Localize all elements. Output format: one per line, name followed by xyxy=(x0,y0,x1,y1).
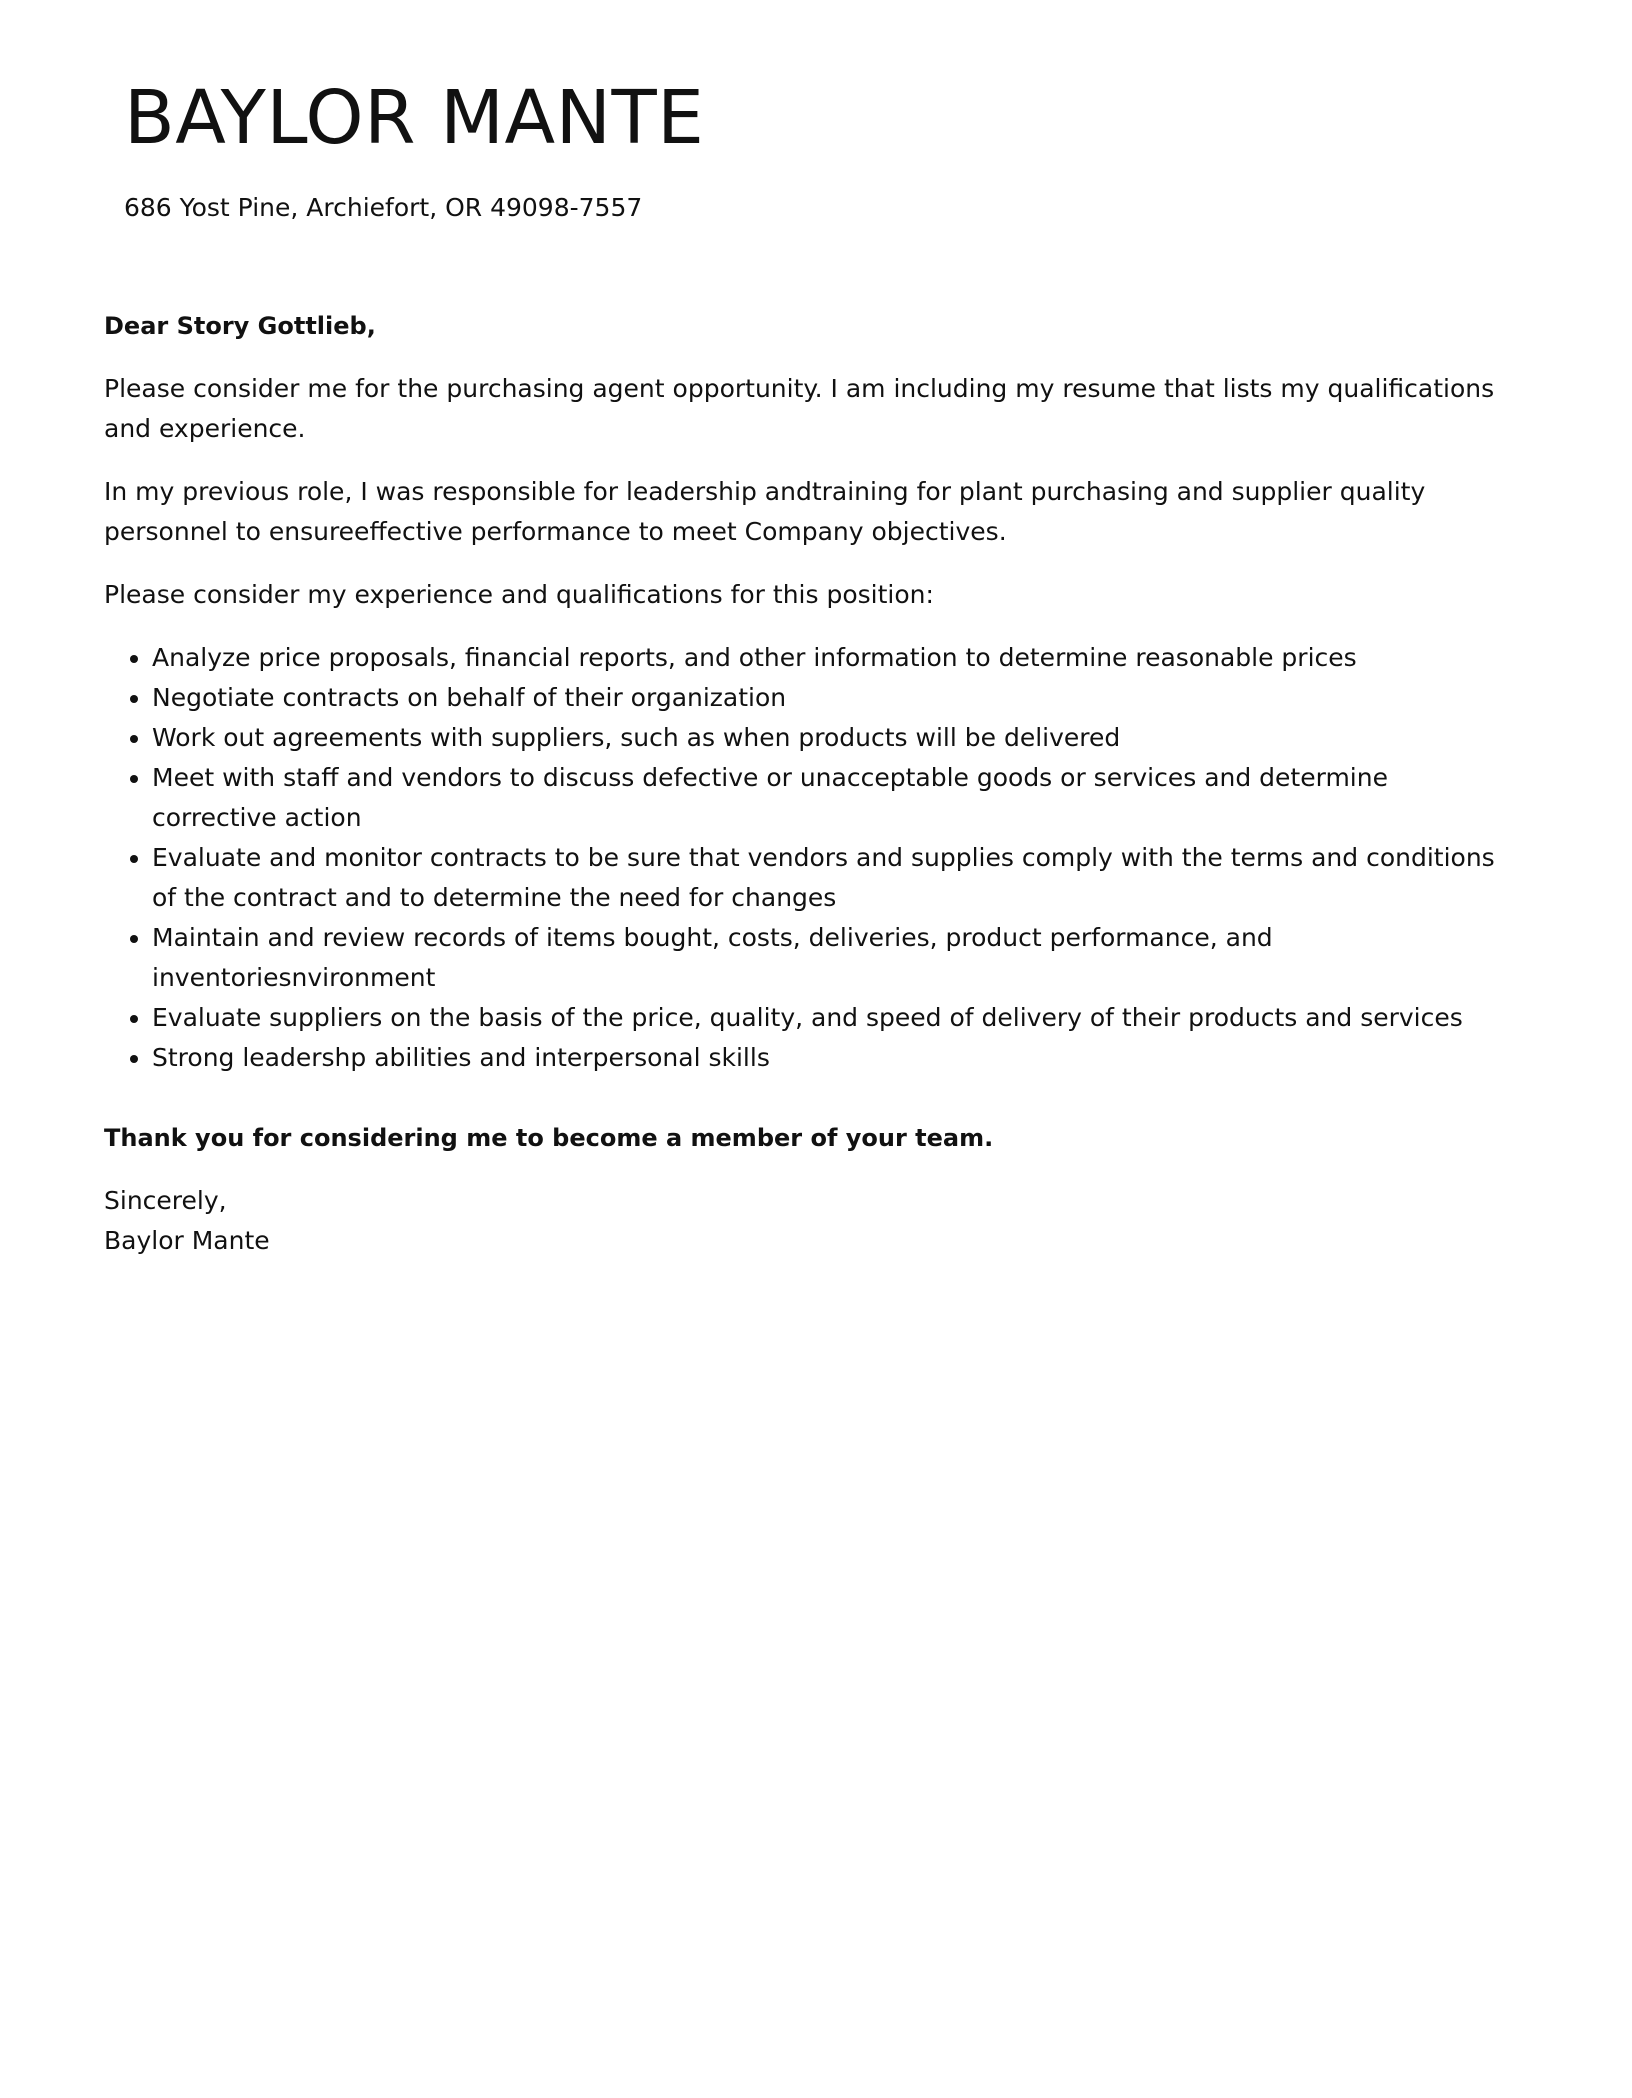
experience-paragraph: In my previous role, I was responsible for leadership andtraining for plant purchasing and supplier quality personnel to ensureeffective performance to meet Company objectives. xyxy=(104,477,1426,546)
letter-body xyxy=(104,306,1504,1284)
list-item: • Analyze price proposals, financial reports, and other information to determine reasonable prices xyxy=(152,638,1504,678)
salutation: Dear Story Gottlieb, xyxy=(104,312,376,340)
applicant-address: 686 Yost Pine, Archiefort, OR 49098-7557 xyxy=(124,193,643,222)
list-item: • Negotiate contracts on behalf of their organization xyxy=(152,678,1504,718)
signoff-block xyxy=(104,1181,1504,1261)
list-item: • Work out agreements with suppliers, such as when products will be delivered xyxy=(152,718,1504,758)
list-item: • Strong leadershp abilities and interpersonal skills xyxy=(152,1038,1504,1078)
list-item: • Meet with staff and vendors to discuss defective or unacceptable goods or services and determine corrective action xyxy=(152,758,1504,838)
qualifications-intro: Please consider my experience and qualifications for this position: xyxy=(104,580,934,609)
closing-line: Thank you for considering me to become a member of your team. xyxy=(104,1124,994,1152)
signature-name: Baylor Mante xyxy=(104,1226,270,1255)
letter-header xyxy=(124,70,1424,226)
applicant-name: BAYLOR MANTE xyxy=(124,75,705,161)
list-item: • Evaluate and monitor contracts to be sure that vendors and supplies comply with the terms and conditions of the contract and to determine the need for changes xyxy=(152,838,1504,918)
intro-paragraph: Please consider me for the purchasing agent opportunity. I am including my resume that lists my qualifications and experience. xyxy=(104,374,1495,443)
list-item: • Maintain and review records of items bought, costs, deliveries, product performance, and inventoriesnvironment xyxy=(152,918,1504,998)
list-item: • Evaluate suppliers on the basis of the price, quality, and speed of delivery of their products and services xyxy=(152,998,1504,1038)
qualifications-list xyxy=(104,638,1504,1078)
signoff: Sincerely, xyxy=(104,1186,227,1215)
